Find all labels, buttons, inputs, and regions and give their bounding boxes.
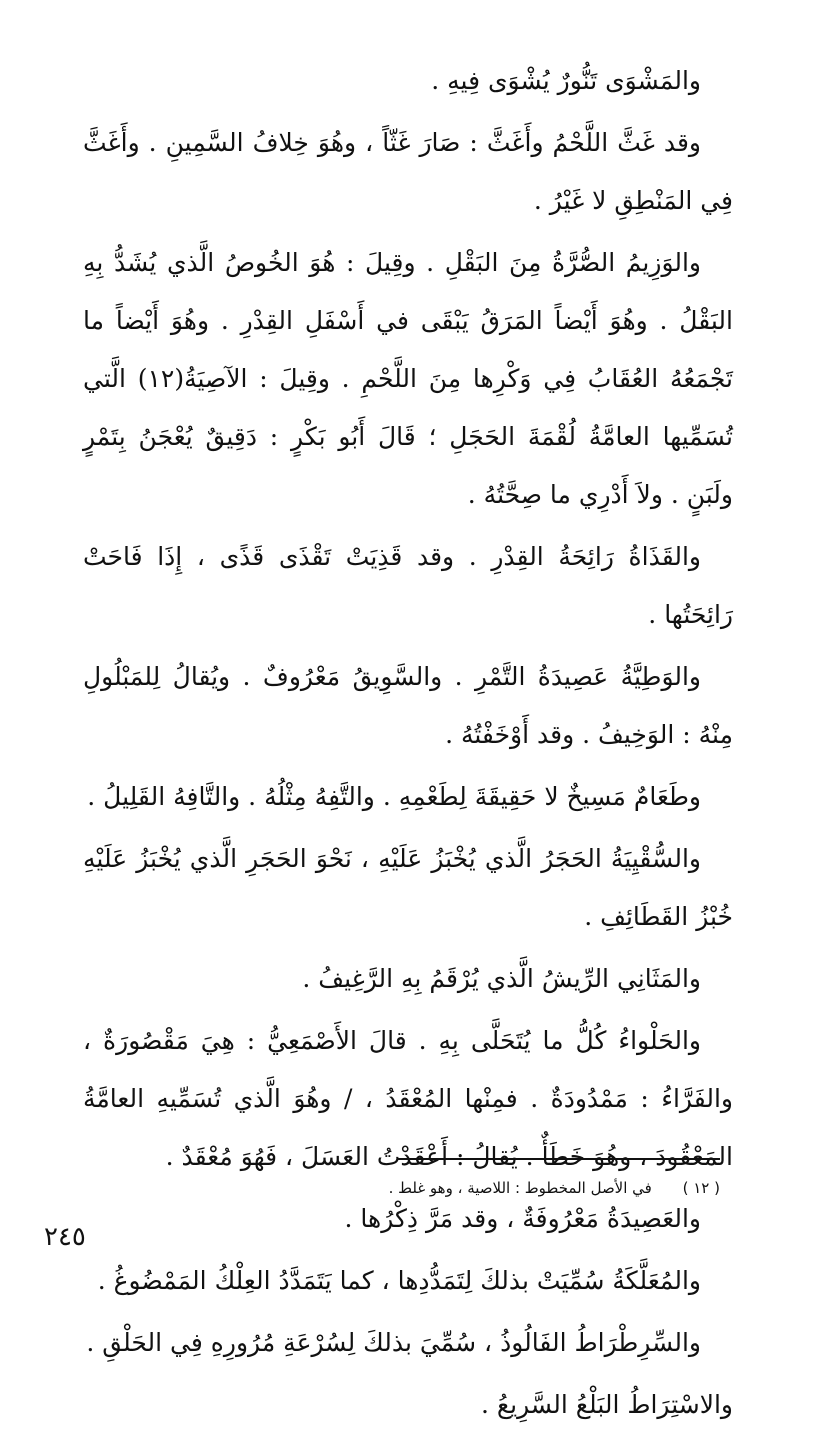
footnote-divider: [398, 1158, 720, 1160]
paragraph-sirtrat: والسِّرِطْرَاطُ الفَالُوذُ ، سُمِّيَ بذلكَ لِسُرْعَةِ مُرُورِهِ فِي الحَلْقِ .: [86, 1328, 701, 1357]
paragraph-istirat: والاسْتِرَاطُ البَلْعُ السَّرِيعُ .: [480, 1390, 733, 1419]
paragraph-ghath: وقد غَثَّ اللَّحْمُ وأَغَثَّ : صَارَ غَثّاً ، وهُوَ خِلافُ السَّمِينِ . وأَغَثَّ فِي المَنْطِقِ لا غَيْرُ .: [83, 128, 733, 215]
paragraph-mashwa: والمَشْوَى تَنُّورٌ يُشْوَى فِيهِ .: [431, 66, 701, 95]
paragraph-masikh: وطَعَامٌ مَسِيخٌ لا حَقِيقَةَ لِطَعْمِهِ . والتَّفِهُ مِثْلُهُ . والتَّافِهُ القَلِيلُ .: [87, 782, 701, 811]
main-text: [83, 52, 733, 1438]
paragraph-halwa: والحَلْواءُ كُلُّ ما يُتَحَلَّى بِهِ . قالَ الأَصْمَعِيُّ : هِيَ مَقْصُورَةٌ ، والفَرَّاءُ : مَمْدُودَةٌ . فمِنْها المُعْقَدُ ، / وهُوَ الَّذي تُسَمِّيهِ العامَّةُ المَعْقُودَ ، وهُوَ خَطَأٌ . يُقالُ : أَعْقَدْتُ العَسَلَ ، فَهُوَ مُعْقَدٌ .: [83, 1026, 733, 1171]
paragraph-mualaka: والمُعَلَّكَةُ سُمِّيَتْ بذلكَ لِتَمَدُّدِها ، كما يَتَمَدَّدُ العِلْكُ المَمْضُوغُ .: [97, 1266, 701, 1295]
paragraph-wazim: والوَزِيمُ الصُّرَّةُ مِنَ البَقْلِ . وقِيلَ : هُوَ الخُوصُ الَّذي يُشَدُّ بِهِ البَقْلُ . وهُوَ أَيْضاً المَرَقُ يَبْقَى في أَسْفَلِ القِدْرِ . وهُوَ أَيْضاً ما تَجْمَعُهُ العُقَابُ فِي وَكْرِها مِنَ اللَّحْمِ . وقِيلَ : الآصِيَةُ(١٢) الَّتي تُسَمِّيها العامَّةُ لُقْمَةَ الحَجَلِ ؛ قَالَ أَبُو بَكْرٍ : دَقِيقٌ يُعْجَنُ بِتَمْرٍ ولَبَنٍ . ولاَ أَدْرِي ما صِحَّتُهُ .: [83, 248, 733, 509]
footnote: [270, 1176, 720, 1200]
paragraph-mathani: والمَثَانِي الرِّيشُ الَّذي يُرْقَمُ بِهِ الرَّغِيفُ .: [302, 964, 701, 993]
paragraph-watiyya: والوَطِيَّةُ عَصِيدَةُ التَّمْرِ . والسَّوِيقُ مَعْرُوفٌ . ويُقالُ لِلمَبْلُولِ مِنْهُ : الوَخِيفُ . وقد أَوْخَفْتُهُ .: [83, 662, 733, 749]
page-number: ٢٤٥: [44, 1222, 86, 1252]
paragraph-suqyiyya: والسُّقْيِيَةُ الحَجَرُ الَّذي يُخْبَزُ عَلَيْهِ ، نَحْوَ الحَجَرِ الَّذي يُخْبَزُ عَلَيْهِ خُبْزُ القَطَائِفِ .: [83, 844, 733, 931]
paragraph-asida: والعَصِيدَةُ مَعْرُوفَةٌ ، وقد مَرَّ ذِكْرُها .: [344, 1204, 701, 1233]
footnote-text: في الأصل المخطوط : اللاصية ، وهو غلط .: [388, 1179, 652, 1197]
footnote-number: ( ١٢ ): [682, 1179, 720, 1197]
paragraph-qadhat: والقَذَاةُ رَائِحَةُ القِدْرِ . وقد قَذِيَتْ تَقْذَى قَذًى ، إِذَا فَاحَتْ رَائِحَتُها .: [83, 542, 733, 629]
